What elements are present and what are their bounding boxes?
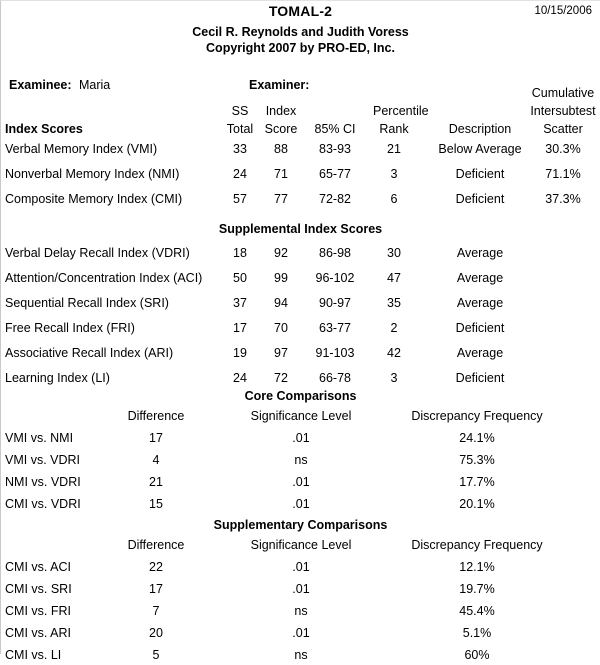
page-title: TOMAL-2 (268, 3, 333, 19)
index-table-header-row-1 (1, 105, 600, 121)
row-label: VMI vs. VDRI (5, 453, 81, 467)
cell-discrepancy: 24.1% (459, 431, 495, 445)
table-row (1, 454, 600, 470)
col-header-ci: 85% CI (314, 122, 356, 136)
row-label: Composite Memory Index (CMI) (5, 192, 183, 206)
row-label: CMI vs. VDRI (5, 497, 81, 511)
cell-percentile: 3 (390, 371, 398, 385)
table-row (1, 143, 600, 159)
row-label: NMI vs. VDRI (5, 475, 81, 489)
cell-discrepancy: 5.1% (462, 626, 492, 640)
report-date: 10/15/2006 (534, 5, 592, 17)
row-label: Learning Index (LI) (5, 371, 110, 385)
table-row (1, 627, 600, 643)
row-label: CMI vs. LI (5, 648, 62, 662)
col-header-index-top: Index (265, 104, 297, 118)
cell-difference: 17 (149, 431, 163, 445)
cell-ci: 96-102 (315, 271, 355, 285)
table-row (1, 322, 600, 338)
cell-percentile: 42 (387, 346, 401, 360)
cell-index-score: 71 (274, 167, 288, 181)
examiner-label: Examiner: (249, 78, 310, 92)
col-header-difference: Difference (127, 409, 185, 423)
cell-ss-total: 24 (233, 371, 247, 385)
table-row (1, 649, 600, 665)
cell-difference: 5 (152, 648, 160, 662)
table-row (1, 193, 600, 209)
cell-description: Average (456, 346, 504, 360)
cell-ss-total: 18 (233, 246, 247, 260)
index-table-header-row-2 (1, 123, 600, 139)
cell-scatter: 30.3% (545, 142, 581, 156)
cell-difference: 15 (149, 497, 163, 511)
col-header-scatter-bottom: Scatter (543, 122, 583, 136)
cell-ss-total: 17 (233, 321, 247, 335)
cell-difference: 17 (149, 582, 163, 596)
cell-significance: .01 (292, 560, 310, 574)
cell-significance: ns (294, 604, 308, 618)
table-row (1, 347, 600, 363)
cell-discrepancy: 19.7% (459, 582, 495, 596)
table-row (1, 498, 600, 514)
col-header-discrepancy: Discrepancy Frequency (411, 409, 543, 423)
cell-description: Average (456, 271, 504, 285)
table-row (1, 168, 600, 184)
core-comparisons-header-row (1, 410, 600, 426)
table-row (1, 297, 600, 313)
cell-index-score: 77 (274, 192, 288, 206)
row-label: Associative Recall Index (ARI) (5, 346, 174, 360)
cell-discrepancy: 17.7% (459, 475, 495, 489)
core-comparisons-heading: Core Comparisons (244, 389, 357, 403)
cell-discrepancy: 60% (464, 648, 490, 662)
cell-discrepancy: 12.1% (459, 560, 495, 574)
cell-difference: 21 (149, 475, 163, 489)
cell-percentile: 2 (390, 321, 398, 335)
cell-difference: 20 (149, 626, 163, 640)
cell-difference: 4 (152, 453, 160, 467)
cell-percentile: 35 (387, 296, 401, 310)
row-label: Attention/Concentration Index (ACI) (5, 271, 203, 285)
index-scores-label: Index Scores (5, 122, 83, 136)
cell-index-score: 70 (274, 321, 288, 335)
col-header-scatter-mid: Intersubtest (530, 104, 596, 118)
table-row (1, 583, 600, 599)
col-header-ss-top: SS (231, 104, 249, 118)
cell-percentile: 6 (390, 192, 398, 206)
cell-ss-total: 57 (233, 192, 247, 206)
row-label: Free Recall Index (FRI) (5, 321, 135, 335)
examinee-label: Examinee: (9, 78, 72, 92)
supplemental-index-heading: Supplemental Index Scores (218, 222, 383, 236)
row-label: CMI vs. ARI (5, 626, 71, 640)
cell-ci: 86-98 (319, 246, 351, 260)
col-header-significance: Significance Level (250, 409, 352, 423)
examinee-value: Maria (79, 78, 111, 92)
table-row (1, 247, 600, 263)
row-label: Nonverbal Memory Index (NMI) (5, 167, 180, 181)
cell-index-score: 72 (274, 371, 288, 385)
cell-ci: 91-103 (315, 346, 355, 360)
authors-line: Cecil R. Reynolds and Judith Voress (192, 25, 409, 39)
cell-significance: ns (294, 453, 308, 467)
col-header-description: Description (448, 122, 512, 136)
cell-index-score: 94 (274, 296, 288, 310)
supplementary-comparisons-heading: Supplementary Comparisons (213, 518, 388, 532)
cell-description: Below Average (438, 142, 522, 156)
col-header-scatter-top: Cumulative (531, 86, 595, 100)
cell-index-score: 99 (274, 271, 288, 285)
cell-scatter: 37.3% (545, 192, 581, 206)
cell-difference: 22 (149, 560, 163, 574)
cell-percentile: 3 (390, 167, 398, 181)
table-row (1, 432, 600, 448)
cell-ci: 63-77 (319, 321, 351, 335)
cell-ss-total: 37 (233, 296, 247, 310)
cell-description: Deficient (455, 192, 505, 206)
row-label: Verbal Memory Index (VMI) (5, 142, 158, 156)
col-header-ss-bottom: Total (226, 122, 254, 136)
col-header-index-bottom: Score (264, 122, 298, 136)
row-label: CMI vs. SRI (5, 582, 72, 596)
row-label: Sequential Recall Index (SRI) (5, 296, 169, 310)
cell-ci: 66-78 (319, 371, 351, 385)
cell-description: Deficient (455, 167, 505, 181)
cell-significance: .01 (292, 626, 310, 640)
row-label: Verbal Delay Recall Index (VDRI) (5, 246, 190, 260)
col-header-discrepancy: Discrepancy Frequency (411, 538, 543, 552)
table-row (1, 476, 600, 492)
col-header-percentile-bottom: Rank (379, 122, 409, 136)
cell-index-score: 88 (274, 142, 288, 156)
cell-description: Deficient (455, 371, 505, 385)
cell-significance: .01 (292, 497, 310, 511)
cell-index-score: 97 (274, 346, 288, 360)
cell-ss-total: 24 (233, 167, 247, 181)
col-header-significance: Significance Level (250, 538, 352, 552)
cell-ci: 65-77 (319, 167, 351, 181)
cell-ss-total: 33 (233, 142, 247, 156)
cell-percentile: 30 (387, 246, 401, 260)
cell-ci: 72-82 (319, 192, 351, 206)
table-row (1, 272, 600, 288)
col-header-percentile-top: Percentile (373, 104, 429, 118)
cell-description: Average (456, 296, 504, 310)
cell-discrepancy: 20.1% (459, 497, 495, 511)
cell-scatter: 71.1% (545, 167, 581, 181)
cell-ci: 83-93 (319, 142, 351, 156)
cell-discrepancy: 45.4% (459, 604, 495, 618)
cell-significance: .01 (292, 582, 310, 596)
cell-difference: 7 (152, 604, 160, 618)
cell-index-score: 92 (274, 246, 288, 260)
cell-significance: .01 (292, 431, 310, 445)
cell-description: Deficient (455, 321, 505, 335)
cell-percentile: 47 (387, 271, 401, 285)
row-label: CMI vs. FRI (5, 604, 71, 618)
cell-discrepancy: 75.3% (459, 453, 495, 467)
supplementary-comparisons-header-row (1, 539, 600, 555)
cell-percentile: 21 (387, 142, 401, 156)
table-row (1, 561, 600, 577)
cell-description: Average (456, 246, 504, 260)
row-label: VMI vs. NMI (5, 431, 74, 445)
row-label: CMI vs. ACI (5, 560, 71, 574)
cell-significance: .01 (292, 475, 310, 489)
cell-ss-total: 50 (233, 271, 247, 285)
cell-ss-total: 19 (233, 346, 247, 360)
cell-ci: 90-97 (319, 296, 351, 310)
table-row (1, 372, 600, 388)
table-row (1, 605, 600, 621)
col-header-difference: Difference (127, 538, 185, 552)
cell-significance: ns (294, 648, 308, 662)
copyright-line: Copyright 2007 by PRO-ED, Inc. (206, 41, 395, 55)
